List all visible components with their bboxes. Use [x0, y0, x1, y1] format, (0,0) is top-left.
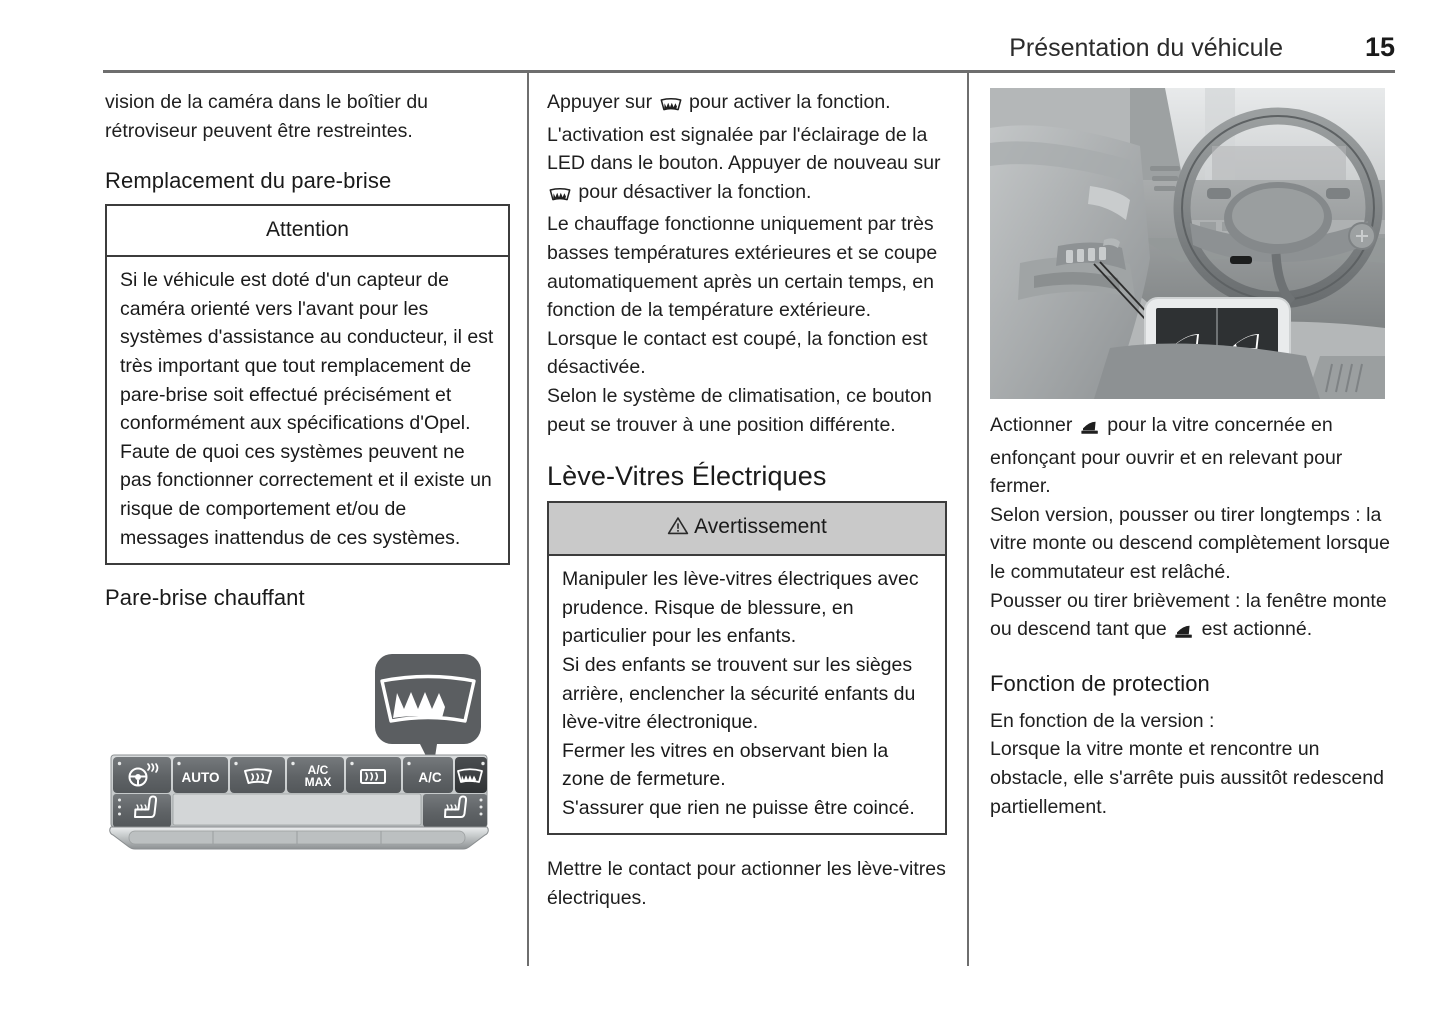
ac-max-button-label-line1: A/C: [307, 763, 329, 778]
climate-control-panel-figure: [105, 637, 505, 852]
para-text-b: pour activer la fonction. L'activation est signalée par l'éclairage de la LED dans le bouton. Appuyer de nouveau sur: [547, 91, 941, 175]
page-number: 15: [1364, 32, 1395, 62]
para-text-b: pour la vitre concernée en enfonçant pour ouvrir et en relevant pour fermer.: [990, 414, 1343, 498]
header-divider-rule: [103, 70, 1395, 73]
warning-box: [547, 501, 947, 835]
heading-windshield-replacement: Remplacement du pare-brise: [105, 168, 392, 194]
heating-conditions-paragraph: Le chauffage fonctionne uniquement par très basses températures extérieures et se coupe automatiquement après un certain temps, en fonction de la température extérieure.: [547, 213, 938, 322]
heated-windshield-callout-bubble: [375, 654, 481, 770]
obstacle-detection-paragraph: Lorsque la vitre monte et rencontre un obstacle, elle s'arrête puis aussitôt redescend partiellement.: [990, 738, 1384, 818]
climate-panel-lower-bar: [110, 827, 489, 849]
heated-windshield-icon: [549, 182, 571, 211]
heated-windshield-icon: [660, 92, 682, 121]
ignition-off-paragraph: Lorsque le contact est coupé, la fonction est désactivée.: [547, 327, 928, 379]
para-text-a: Actionner: [990, 414, 1073, 436]
warning-line-3: Fermer les vitres en observant bien la zone de fermeture.: [562, 739, 889, 791]
warning-box-title: [549, 503, 945, 556]
warning-box-body: [549, 556, 945, 833]
column-divider-left: [527, 72, 529, 966]
warning-line-2: Si des enfants se trouvent sur les sièges arrière, enclencher la sécurité enfants du lève-vitre électronique.: [562, 653, 916, 734]
column-divider-right: [967, 72, 969, 966]
warning-line-1: Manipuler les lève-vitres électriques avec prudence. Risque de blessure, en particulier pour les enfants.: [562, 568, 919, 648]
button-position-paragraph: Selon le système de climatisation, ce bouton peut se trouver à une position différente.: [547, 384, 932, 436]
ac-button-label: A/C: [418, 770, 442, 786]
heading-protection-function: Fonction de protection: [990, 670, 1210, 696]
seat-heater-row: [113, 794, 487, 827]
long-press-paragraph: Selon version, pousser ou tirer longtemps : la vitre monte ou descend complètement lorsque le commutateur est relâché.: [990, 503, 1390, 583]
para-text-a: Pousser ou tirer brièvement : la fenêtre monte ou descend tant que: [990, 589, 1387, 641]
para-text-a: Appuyer sur: [547, 91, 653, 113]
version-dependent-paragraph: En fonction de la version :: [990, 709, 1215, 732]
warning-triangle-icon: [667, 516, 689, 541]
warning-box-title-text: Avertissement: [694, 515, 827, 539]
middle-column: [547, 88, 947, 913]
intro-paragraph: vision de la caméra dans le boîtier du rétroviseur peuvent être restreintes.: [105, 91, 429, 142]
window-operation-paragraph: [990, 411, 1395, 501]
warning-line-4: S'assurer que rien ne puisse être coincé.: [562, 796, 915, 819]
para-text-b: est actionné.: [1201, 618, 1313, 641]
auto-button-label: AUTO: [181, 770, 220, 786]
heading-heated-windshield: Pare-brise chauffant: [105, 585, 305, 611]
attention-box-title: Attention: [107, 206, 508, 257]
ignition-requirement-paragraph: Mettre le contact pour actionner les lève-vitres électriques.: [547, 858, 946, 910]
page-header: [103, 34, 1395, 72]
heated-windshield-operation-paragraph: [547, 88, 947, 210]
short-press-paragraph: [990, 587, 1395, 648]
page-title: Présentation du véhicule: [1009, 34, 1283, 62]
window-switch-icon: [1080, 415, 1100, 444]
attention-box-body: Si le véhicule est doté d'un capteur de caméra orienté vers l'avant pour les systèmes d'assistance au conducteur, il est très important que tout remplacement de pare-brise soit effectué précisément et conformément aux spécifications d'Opel. Faute de quoi ces systèmes peuvent ne pas fonctionner correctement et il existe un risque de comportement et/ou de messages inattendus de ces systèmes.: [120, 269, 494, 549]
left-column: [105, 88, 510, 852]
attention-box: [105, 204, 510, 565]
climate-button-row: [113, 757, 487, 793]
window-switch-icon: [1174, 619, 1194, 648]
car-interior-window-switches-illustration: [990, 88, 1385, 399]
para-text-c: pour désactiver la fonction.: [578, 180, 812, 203]
ac-max-button-label-line2: MAX: [304, 775, 332, 790]
heading-electric-windows: Lève-Vitres Électriques: [547, 461, 827, 492]
right-column: [990, 88, 1395, 821]
